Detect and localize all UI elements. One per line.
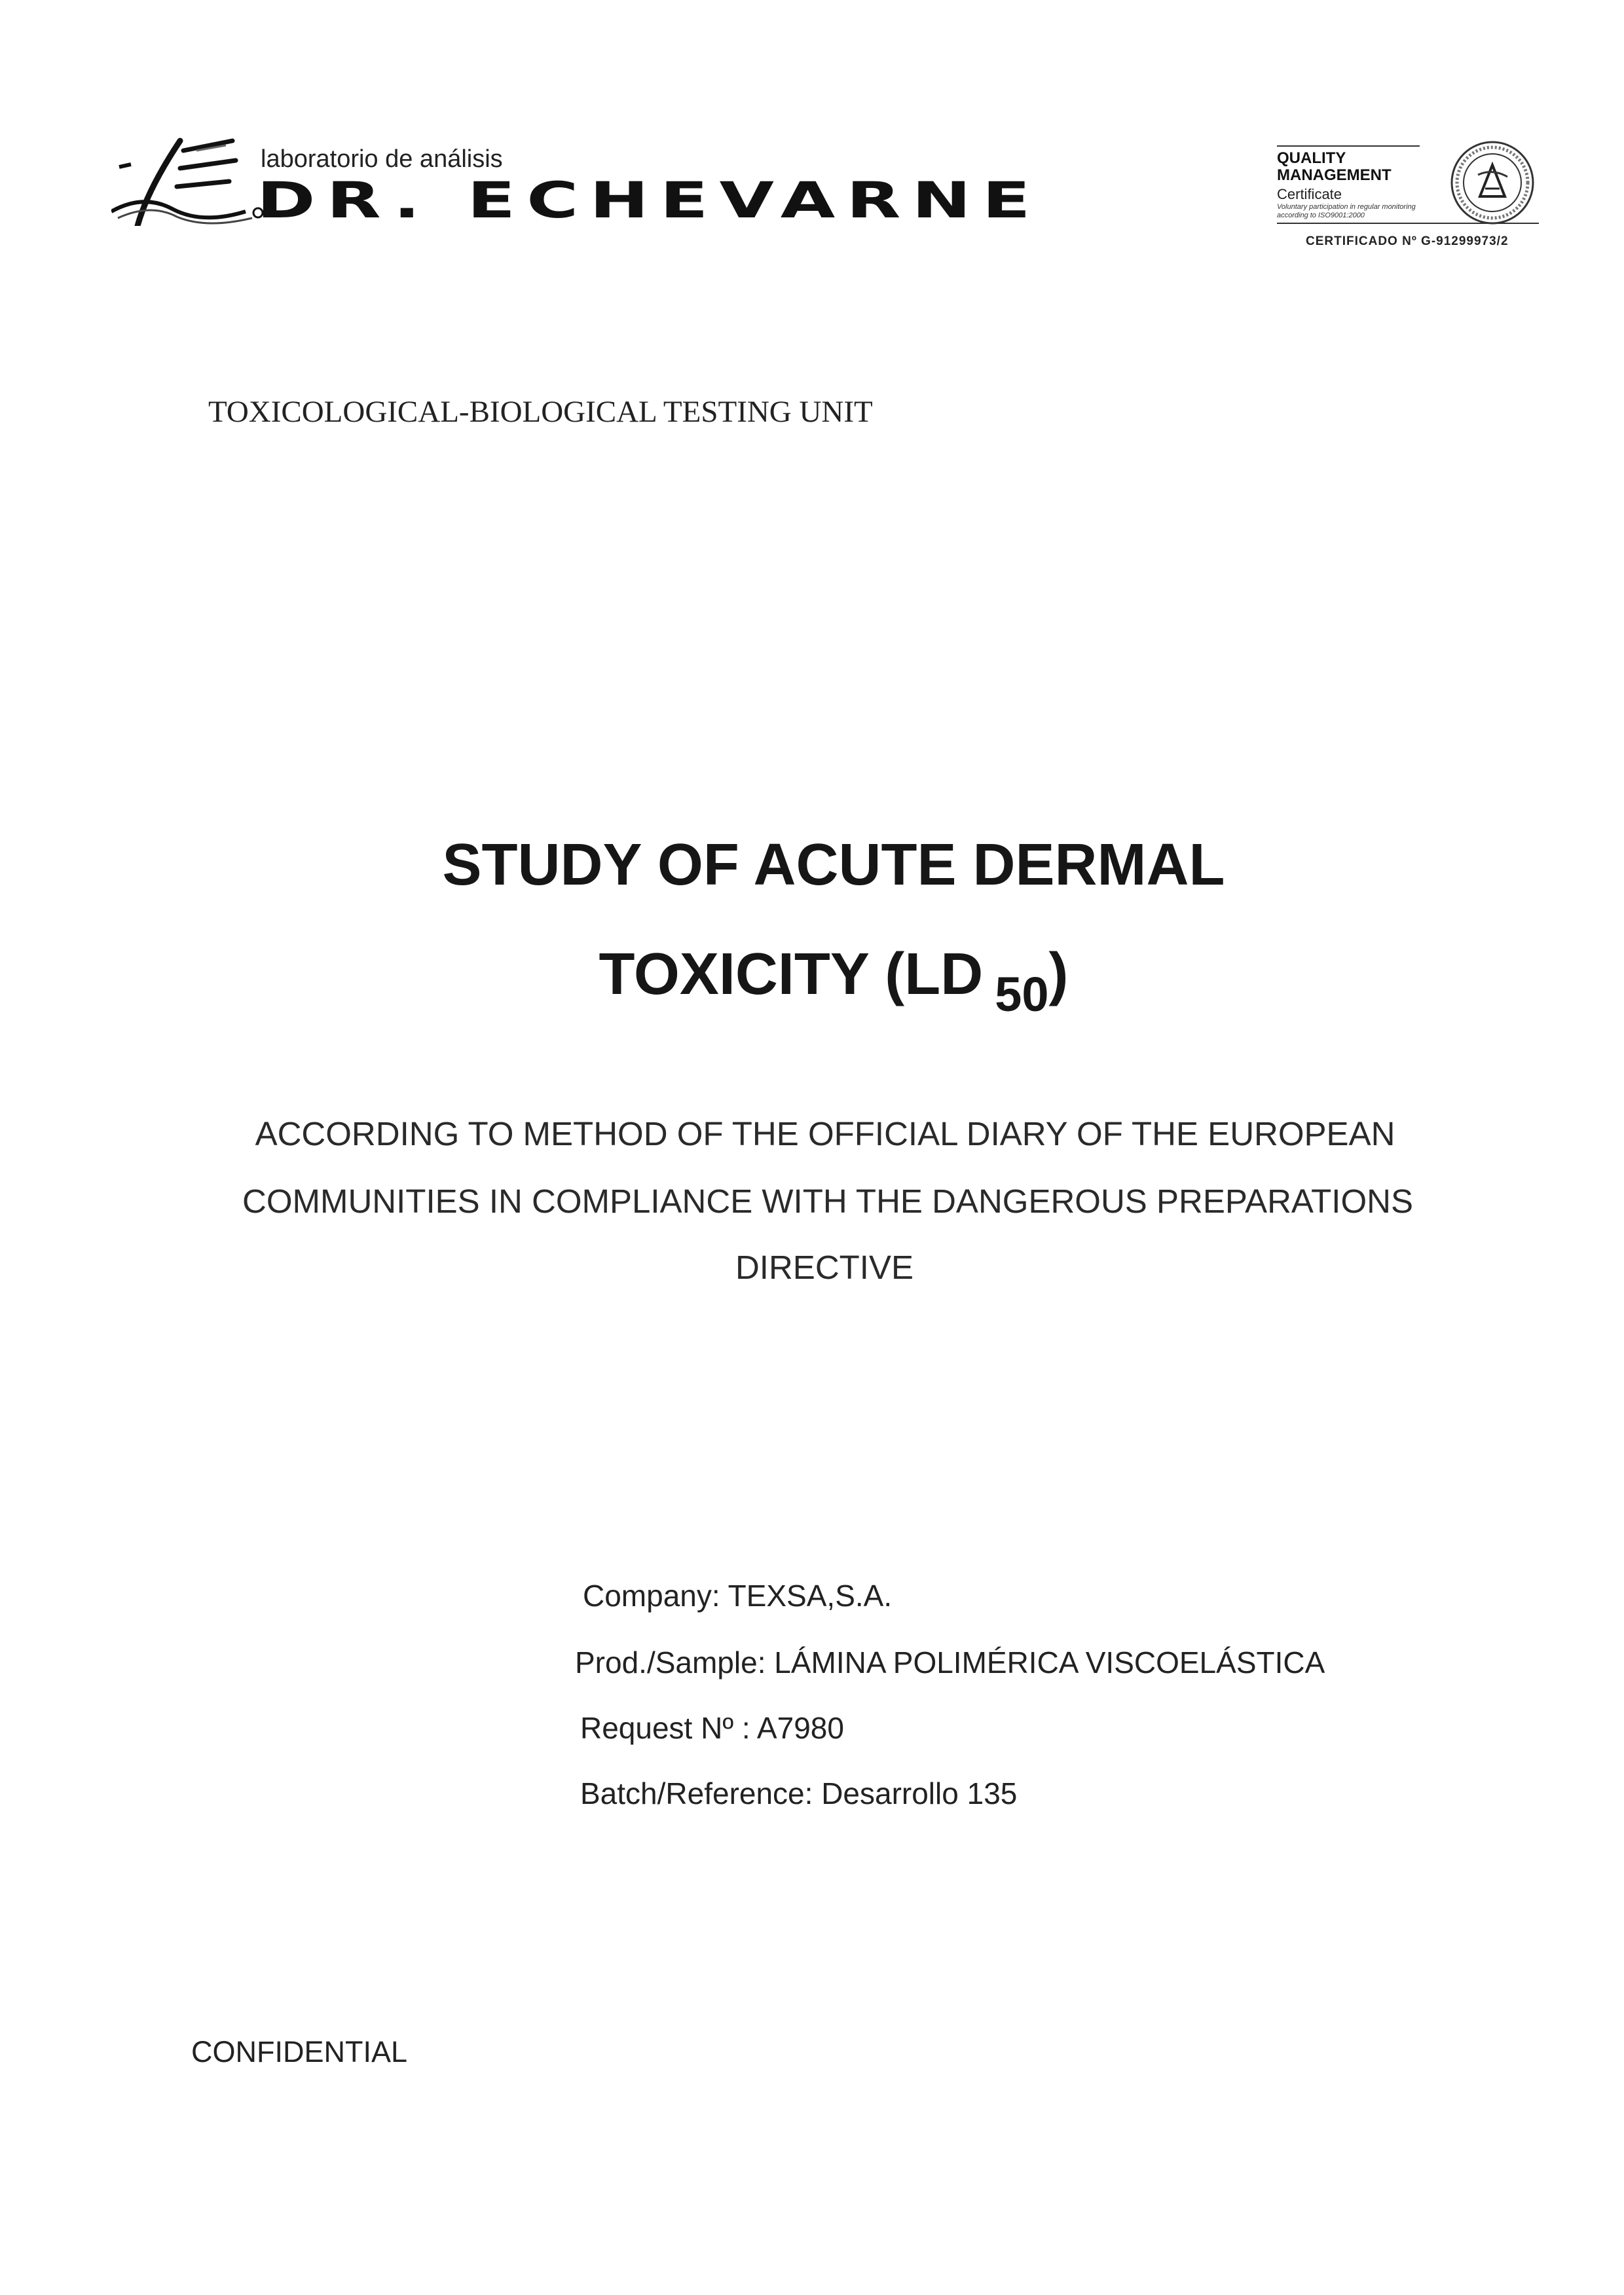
study-title-line1: STUDY OF ACUTE DERMAL [442,832,1225,898]
method-line3: DIRECTIVE [735,1249,914,1286]
certificate-line-iso: Voluntary participation in regular monitoring according to ISO9001:2000 [1277,203,1416,219]
certification-seal-icon [1449,139,1536,227]
batch-reference-field: Batch/Reference: Desarrollo 135 [580,1776,1018,1810]
study-title-line2-main: TOXICITY (LD [599,942,984,1007]
certificate-line-quality: QUALITY [1277,149,1346,167]
certificate-rule-top [1277,145,1420,147]
confidential-label: CONFIDENTIAL [191,2035,408,2068]
certificate-line-management: MANAGEMENT [1277,166,1392,184]
method-line2: COMMUNITIES IN COMPLIANCE WITH THE DANGEROUS PREPARATIONS [242,1183,1413,1220]
laboratory-logo-icon [111,128,265,226]
product-sample-field: Prod./Sample: LÁMINA POLIMÉRICA VISCOELÁSTICA [575,1645,1325,1680]
lab-subtitle: laboratorio de análisis [261,145,503,173]
request-number-field: Request Nº : A7980 [580,1711,844,1745]
method-line1: ACCORDING TO METHOD OF THE OFFICIAL DIARY OF THE EUROPEAN [255,1115,1395,1152]
unit-heading: TOXICOLOGICAL-BIOLOGICAL TESTING UNIT [208,395,873,429]
company-field: Company: TEXSA,S.A. [583,1579,893,1613]
study-title-subscript: 50 [995,967,1049,1021]
lab-name: DR. ECHEVARNE [257,171,1042,229]
quality-certificate [1277,139,1539,257]
study-title-line2 [22,941,1624,1022]
certificate-line-certificate: Certificate [1277,186,1342,202]
study-title-line2-end: ) [1048,942,1069,1007]
certificate-number: CERTIFICADO Nº G-91299973/2 [1306,234,1509,248]
